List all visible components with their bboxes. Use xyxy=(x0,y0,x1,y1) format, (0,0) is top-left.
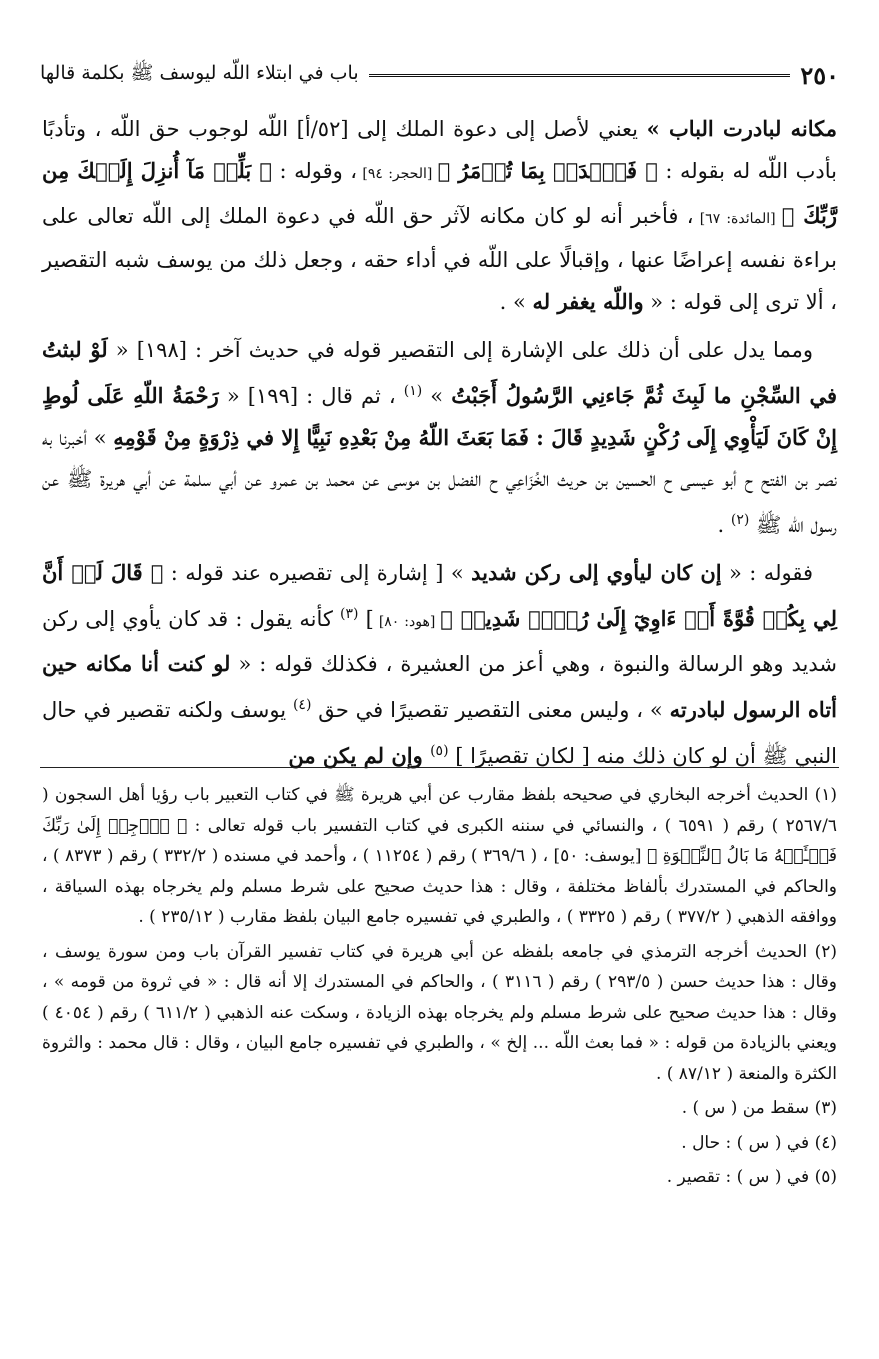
hadith-text: رَحْمَةُ اللّهِ عَلَى لُوطٍ إِنْ كَانَ لَيَأْوِي إِلَى رُكْنٍ شَدِيدٍ قَالَ : فَمَا بَعَثَ اللّهُ مِنْ بَعْدِهِ نَبِيًّا إِلا في ذِرْوَةٍ مِنْ قَوْمِهِ xyxy=(42,383,837,450)
footnote-marker: (٤) xyxy=(292,697,312,713)
paragraph-2 xyxy=(42,329,837,546)
text-run: ، فأخبر أنه لو كان مكانه لآثر حق اللّه في دعوة الملك إلى اللّه تعالى على براءة نفسه إعراضًا عنها ، وإقبالًا على اللّه في أداء حقه ، وجعل ذلك من يوسف شبه التقصير ، ألا ترى إلى قوله : « xyxy=(42,204,837,314)
footnotes xyxy=(42,780,837,1197)
footnote-marker: (٣) xyxy=(340,606,359,622)
footnote-5: (٥) في ( س ) : تقصير . xyxy=(666,1167,837,1187)
text-run: ] xyxy=(358,607,374,631)
text-run: ، وقوله : xyxy=(271,159,358,183)
text-run: ، ثم قال : [١٩٩] « xyxy=(218,384,404,408)
text-run: » ، وليس معنى التقصير تقصيرًا في حق xyxy=(311,698,670,722)
main-text xyxy=(42,108,837,783)
quoted-phrase: واللّه يغفر له xyxy=(532,289,644,314)
page-number: ٢٥٠ xyxy=(800,60,839,90)
text-run: كأنه يقول : قد كان يأوي إلى ركن شديد وهو الرسالة والنبوة ، وهي أعز من العشيرة ، فكذلك قوله : « xyxy=(42,607,837,676)
text-run: يوسف ولكنه تقصير في حال النبي ﷺ أن لو كان ذلك منه [ لكان تقصيرًا ] xyxy=(42,698,837,768)
verse-reference: [الحجر: ٩٤] xyxy=(357,166,438,182)
text-run: وإن لم يكن من xyxy=(288,743,431,768)
paragraph-3 xyxy=(42,552,837,777)
text-run: » أخبرنا به نصر بن الفتح ح أبو عيسى ح الحسين بن حريث الخُزَاعِي ح الفضل بن موسى عن محمد بن عمرو عن أبي سلمة عن أبي هريرة ﷺ عن رسول اللّه ﷺ xyxy=(42,426,837,537)
text-run: . xyxy=(717,513,731,537)
text-run: » . xyxy=(499,290,533,314)
verse-reference: [هود: ٨٠] xyxy=(373,614,441,630)
text-run: ومما يدل على أن ذلك على الإشارة إلى التقصير قوله في حديث آخر : [١٩٨] « xyxy=(107,338,813,362)
text-run: يعني لأصل إلى دعوة الملك إلى [٥٢/أ] اللّه لوجوب حق اللّه ، وتأدبًا بأدب اللّه له بقوله : xyxy=(42,117,837,183)
page-header xyxy=(40,58,839,92)
verse-reference: [المائدة: ٦٧] xyxy=(693,211,782,227)
footnote-marker: (١) xyxy=(403,383,423,399)
text-run: » [ إشارة إلى تقصيره عند قوله : xyxy=(163,561,472,585)
quran-verse: ﴿ قَالَ لَوۡ أَنَّ لِي بِكُمۡ قُوَّةً أَوۡ ءَاوِيٓ إِلَىٰ رُكۡنٖ شَدِيدٖ ﴾ xyxy=(42,560,837,631)
text-run: » xyxy=(422,384,452,408)
footnote-marker: (٥) xyxy=(430,743,449,759)
hadith-text: لو كنت أنا مكانه حين أتاه الرسول لبادرته xyxy=(42,651,838,722)
running-title: باب في ابتلاء اللّه ليوسف ﷺ بكلمة قالها xyxy=(40,62,359,84)
footnote-4: (٤) في ( س ) : حال . xyxy=(681,1132,837,1153)
quoted-phrase: مكانه لبادرت الباب » xyxy=(646,116,838,141)
paragraph-1 xyxy=(42,108,837,323)
hadith-text: لَوْ لبثتُ في السِّجْنِ ما لَبِثَ ثُمَّ جَاءنِي الرَّسُولُ أَجَبْتُ xyxy=(42,337,837,408)
footnote-2: (٢) الحديث أخرجه الترمذي في جامعه بلفظه عن أبي هريرة في كتاب تفسير القرآن باب ومن سورة يوسف ، وقال : هذا حديث حسن ( ٢٩٣/٥ ) رقم ( ٣١١٦ ) ، والحاكم في المستدرك إلا أنه قال : « في ثروة من قومه » ، وقال : هذا حديث صحيح على شرط مسلم ولم يخرجاه بهذه الزيادة ، وسكت عنه الذهبي ( ٦١١/٢ ) رقم ( ٤٠٥٤ ) ويعني بالزيادة من قوله : « فما بعث اللّه ... إلخ » ، والطبري في تفسيره جامع البيان ، وقال : قال محمد : والثروة الكثرة والمنعة ( ٨٧/١٢ ) . xyxy=(42,941,837,1084)
footnote-3: (٣) سقط من ( س ) . xyxy=(681,1098,837,1118)
quran-verse: ﴿ بَلِّغۡ مَآ أُنزِلَ إِلَيۡكَ مِن رَّبِّكَ ﴾ xyxy=(42,158,837,228)
footnote-1: (١) الحديث أخرجه البخاري في صحيحه بلفظ مقارب عن أبي هريرة ﷺ في كتاب التعبير باب رؤيا أهل السجون ( ٢٥٦٧/٦ ) رقم ( ٦٥٩١ ) ، والنسائي في سننه الكبرى في كتاب التفسير باب قوله تعالى : ﴿ ٱرۡجِعۡ إِلَىٰ رَبِّكَ فَسۡـَٔلۡهُ مَا بَالُ ٱلنِّسۡوَةِ ﴾ [يوسف: ٥٠] ، ( ٣٦٩/٦ ) رقم ( ١١٢٥٤ ) ، وأحمد في مسنده ( ٣٣٢/٢ ) رقم ( ٨٣٧٣ ) ، والحاكم في المستدرك بألفاظ مختلفة ، وقال : هذا حديث صحيح على شرط مسلم ولم يخرجاه بهذه السياقة ، ووافقه الذهبي ( ٣٧٧/٢ ) رقم ( ٣٣٢٥ ) ، والطبري في تفسيره جامع البيان بلفظ مقارب ( ٢٣٥/١٢ ) . xyxy=(42,785,837,927)
header-rule xyxy=(369,74,791,77)
text-run: فقوله : « xyxy=(721,561,813,585)
footnote-marker: (٢) xyxy=(730,512,750,528)
footnote-separator xyxy=(40,767,839,768)
hadith-text: إن كان ليأوي إلى ركن شديد xyxy=(471,560,722,585)
quran-verse: ﴿ فَٱصۡدَعۡ بِمَا تُؤۡمَرُ ﴾ xyxy=(437,158,658,183)
